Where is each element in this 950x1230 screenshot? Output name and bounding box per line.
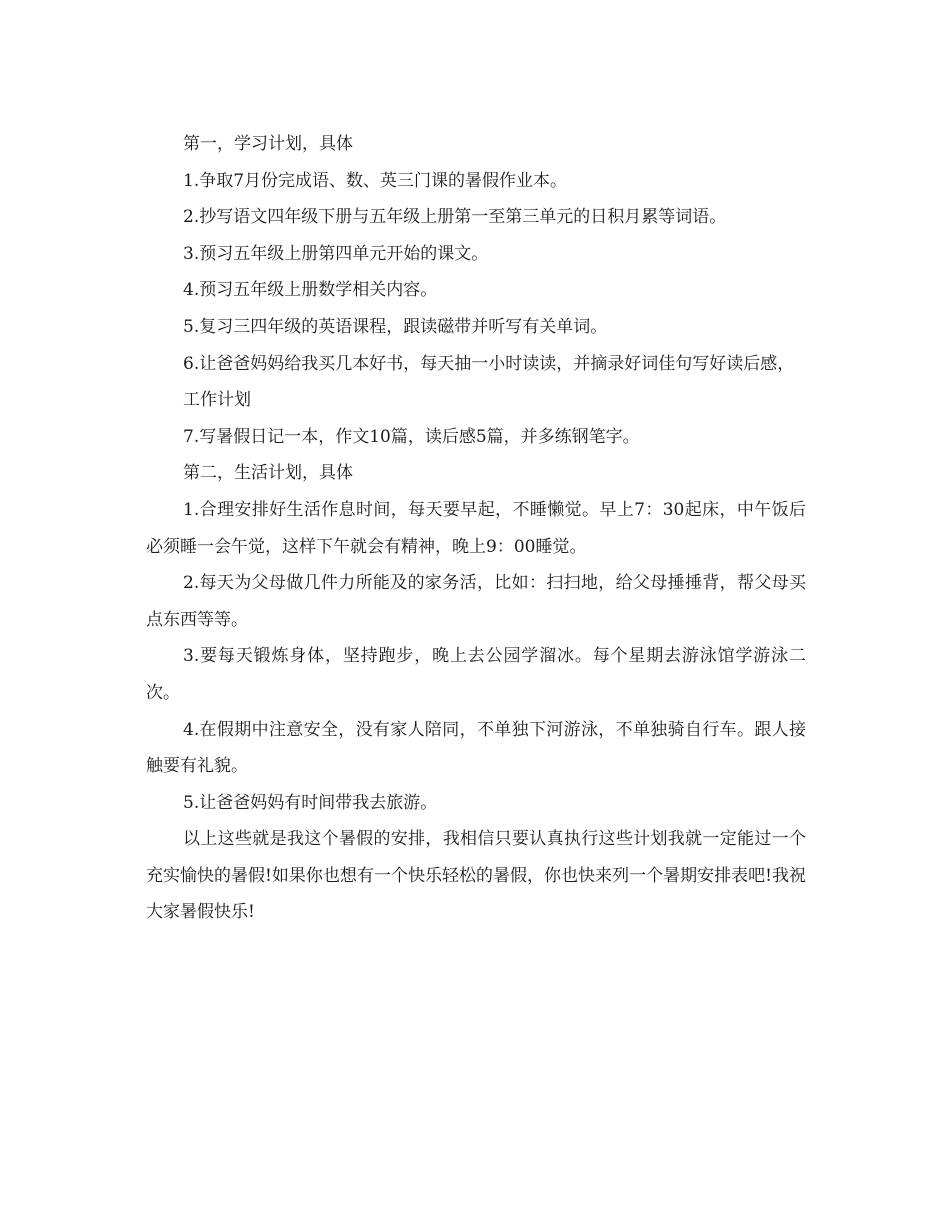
study-item-6: 6.让爸爸妈妈给我买几本好书，每天抽一小时读读，并摘录好词佳句写好读后感， <box>183 353 795 374</box>
life-item-5: 5.让爸爸妈妈有时间带我去旅游。 <box>183 792 438 813</box>
section-heading-study-plan: 第一，学习计划，具体 <box>183 134 353 154</box>
life-item-4: 4.在假期中注意安全，没有家人陪同，不单独下河游泳，不单独骑自行车。跟人接触要有礼貌。 <box>146 719 806 777</box>
study-item-3: 3.预习五年级上册第四单元开始的课文。 <box>183 243 489 264</box>
work-plan-heading: 工作计划 <box>183 390 251 411</box>
section-heading-life-plan: 第二，生活计划，具体 <box>183 463 353 484</box>
study-item-5: 5.复习三四年级的英语课程，跟读磁带并听写有关单词。 <box>183 316 608 337</box>
study-item-2: 2.抄写语文四年级下册与五年级上册第一至第三单元的日积月累等词语。 <box>183 207 727 228</box>
closing-paragraph: 以上这些就是我这个暑假的安排，我相信只要认真执行这些计划我就一定能过一个充实愉快的暑假!如果你也想有一个快乐轻松的暑假，你也快来列一个暑期安排表吧!我祝大家暑假快乐! <box>146 829 806 923</box>
study-item-4: 4.预习五年级上册数学相关内容。 <box>183 280 438 301</box>
life-item-1: 1.合理安排好生活作息时间，每天要早起，不睡懒觉。早上7：30起床，中午饭后必须睡一会午觉，这样下午就会有精神，晚上9：00睡觉。 <box>146 499 806 557</box>
document-body <box>146 126 806 931</box>
study-item-1: 1.争取7月份完成语、数、英三门课的暑假作业本。 <box>183 170 568 191</box>
study-item-7: 7.写暑假日记一本，作文10篇，读后感5篇，并多练钢笔字。 <box>183 426 640 447</box>
life-item-3: 3.要每天锻炼身体，坚持跑步，晚上去公园学溜冰。每个星期去游泳馆学游泳二次。 <box>146 646 806 703</box>
life-item-2: 2.每天为父母做几件力所能及的家务活，比如：扫扫地，给父母捶捶背，帮父母买点东西等等。 <box>146 573 806 630</box>
